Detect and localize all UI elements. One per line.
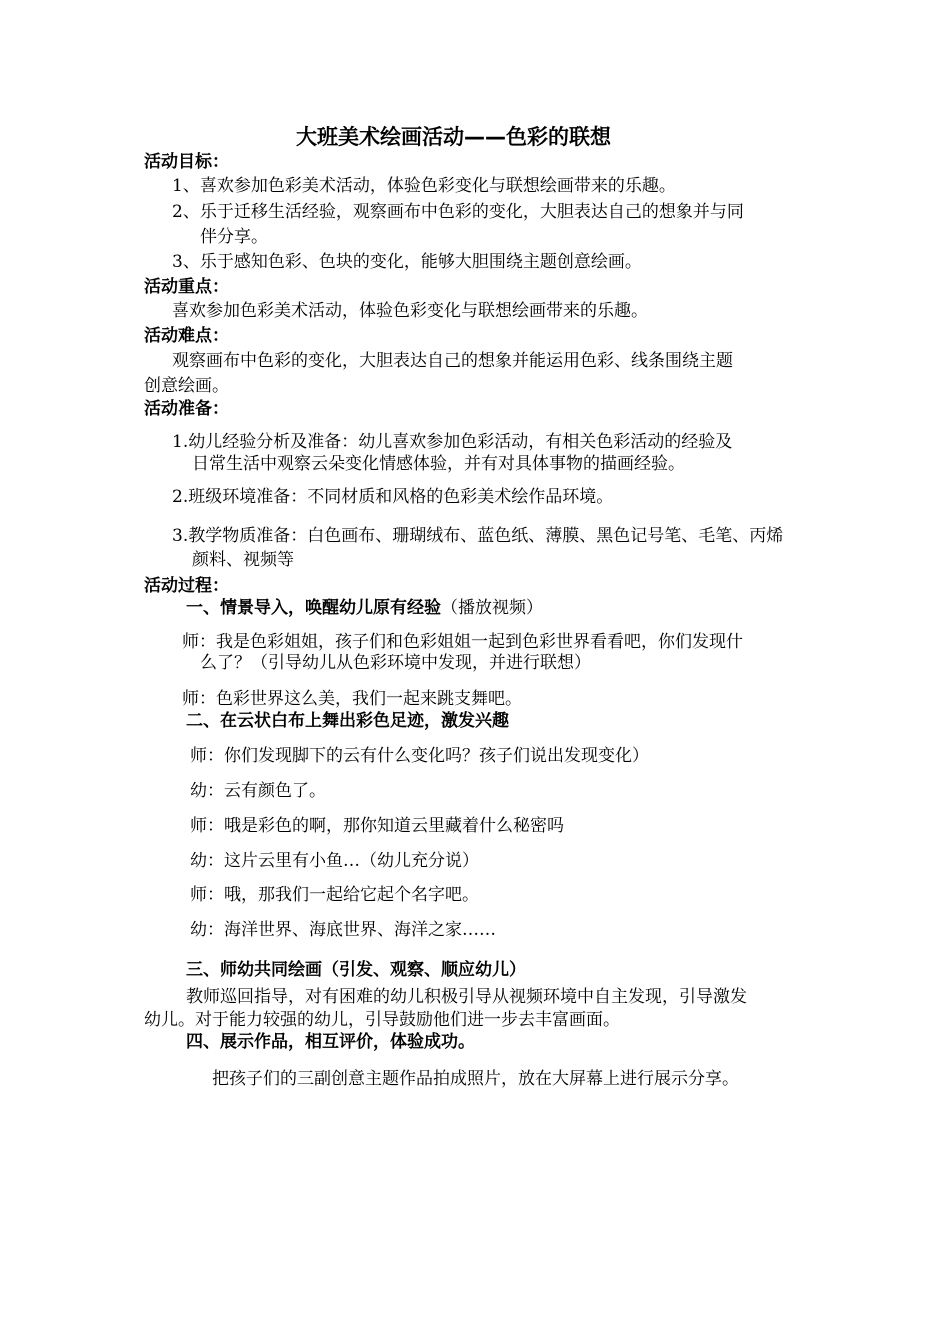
prep-line-2: 2.班级环境准备：不同材质和风格的色彩美术绘作品环境。 — [172, 487, 614, 507]
step3-line-2: 幼儿。对于能力较强的幼儿，引导鼓励他们进一步去丰富画面。 — [144, 1010, 620, 1030]
step1-line-1: 师：我是色彩姐姐，孩子们和色彩姐姐一起到色彩世界看看吧，你们发现什 — [182, 632, 743, 652]
prep-line-1: 1.幼儿经验分析及准备：幼儿喜欢参加色彩活动，有相关色彩活动的经验及 — [172, 432, 733, 452]
step1-heading — [186, 597, 543, 619]
preparation-heading: 活动准备： — [144, 399, 229, 419]
prep-line-3-cont: 颜料、视频等 — [192, 550, 294, 570]
step4-heading: 四、展示作品，相互评价，体验成功。 — [186, 1032, 475, 1052]
goal-item-2-cont: 伴分享。 — [200, 227, 268, 247]
process-heading: 活动过程： — [144, 576, 229, 596]
focus-text: 喜欢参加色彩美术活动，体验色彩变化与联想绘画带来的乐趣。 — [172, 301, 648, 321]
step1-line-1-cont: 么了？（引导幼儿从色彩环境中发现，并进行联想） — [200, 653, 591, 673]
step3-line-1: 教师巡回指导，对有困难的幼儿积极引导从视频环境中自主发现，引导激发 — [186, 987, 747, 1007]
step4-text: 把孩子们的三副创意主题作品拍成照片，放在大屏幕上进行展示分享。 — [212, 1069, 739, 1089]
goals-heading: 活动目标： — [144, 152, 229, 172]
dialogue-line: 师：你们发现脚下的云有什么变化吗？孩子们说出发现变化） — [190, 746, 649, 766]
step2-heading: 二、在云状白布上舞出彩色足迹，激发兴趣 — [186, 711, 509, 731]
dialogue-line: 幼：这片云里有小鱼…（幼儿充分说） — [190, 851, 479, 871]
dialogue-line: 幼：云有颜色了。 — [190, 781, 326, 801]
focus-heading: 活动重点： — [144, 277, 229, 297]
step1-heading-note: （播放视频） — [441, 598, 543, 618]
step1-heading-bold: 一、情景导入，唤醒幼儿原有经验 — [186, 598, 441, 618]
dialogue-line: 师：哦，那我们一起给它起个名字吧。 — [190, 885, 479, 905]
document-title: 大班美术绘画活动——色彩的联想 — [296, 125, 611, 149]
difficulty-heading: 活动难点： — [144, 326, 229, 346]
goal-item-3: 3、乐于感知色彩、色块的变化，能够大胆围绕主题创意绘画。 — [172, 252, 642, 272]
dialogue-line: 师：哦是彩色的啊，那你知道云里藏着什么秘密吗 — [190, 816, 564, 836]
prep-line-3: 3.教学物质准备：白色画布、珊瑚绒布、蓝色纸、薄膜、黑色记号笔、毛笔、丙烯 — [172, 526, 784, 546]
goal-item-1: 1、喜欢参加色彩美术活动，体验色彩变化与联想绘画带来的乐趣。 — [172, 176, 676, 196]
step3-heading: 三、师幼共同绘画（引发、观察、顺应幼儿） — [186, 960, 526, 980]
difficulty-line-2: 创意绘画。 — [144, 376, 229, 396]
step1-line-2: 师：色彩世界这么美，我们一起来跳支舞吧。 — [182, 689, 522, 709]
dialogue-line: 幼：海洋世界、海底世界、海洋之家…… — [190, 920, 496, 940]
difficulty-line-1: 观察画布中色彩的变化，大胆表达自己的想象并能运用色彩、线条围绕主题 — [172, 351, 733, 371]
prep-line-1-cont: 日常生活中观察云朵变化情感体验，并有对具体事物的描画经验。 — [192, 454, 685, 474]
goal-item-2: 2、乐于迁移生活经验，观察画布中色彩的变化，大胆表达自己的想象并与同 — [172, 202, 744, 222]
